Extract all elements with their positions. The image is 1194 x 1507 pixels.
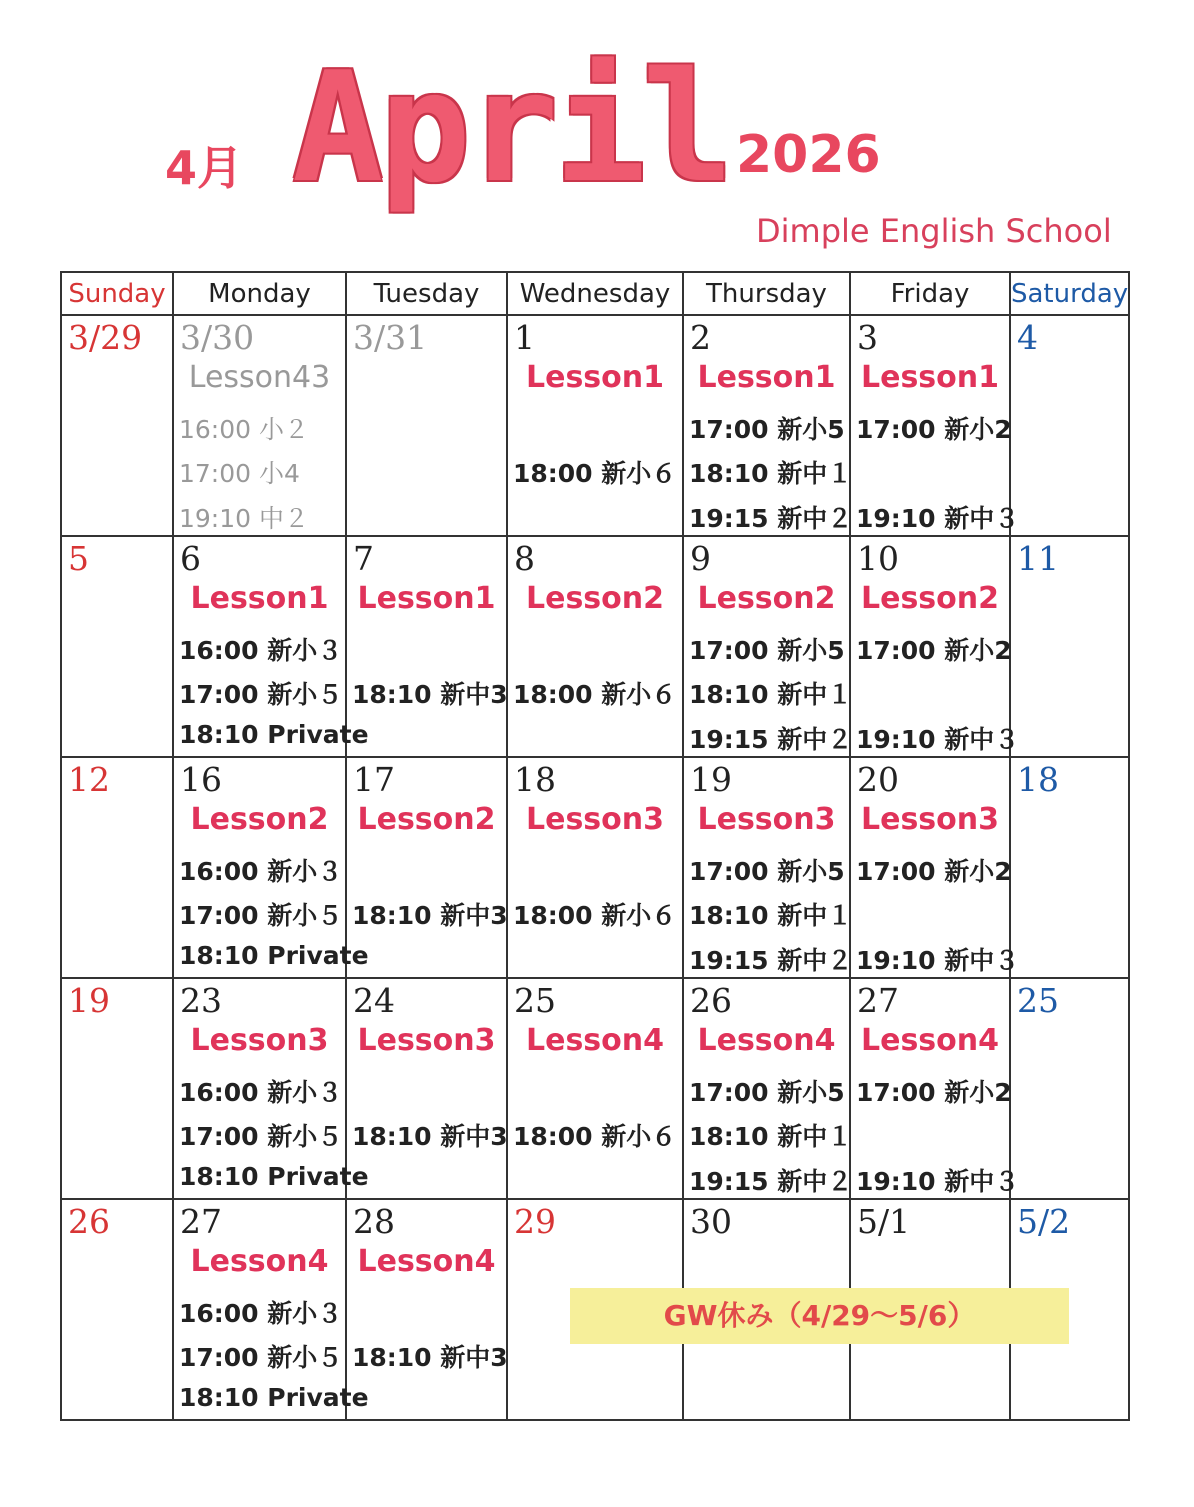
day-number: 9 [690,539,711,578]
day-cell [61,757,173,978]
class-time: 19:10 新中３ [856,504,1020,533]
day-number: 24 [353,981,395,1020]
week-row [61,978,1129,1199]
month-japanese: 4月 [165,141,244,195]
calendar-grid [60,271,1130,1421]
day-cell [683,978,853,1199]
lesson-label: Lesson1 [525,360,665,395]
day-number: 19 [68,981,110,1020]
class-time: 19:15 新中２ [689,504,853,533]
weekday-saturday: Saturday [1010,272,1129,315]
day-cell [507,315,683,536]
class-time: 17:00 新小5 [689,857,845,886]
class-time: 17:00 新小5 [689,636,845,665]
day-cell [173,757,369,978]
day-number: 11 [1017,539,1059,578]
day-number: 17 [353,760,395,799]
class-time: 19:10 新中３ [856,946,1020,975]
day-number: 1 [514,318,535,357]
day-cell [850,315,1020,536]
weekday-wednesday: Wednesday [507,272,683,315]
lesson-label: Lesson4 [357,1244,496,1279]
weekday-sunday: Sunday [61,272,173,315]
holiday-banner: GW休み（4/29～5/6） [570,1288,1069,1344]
day-number: 25 [1017,981,1059,1020]
class-time: 19:15 新中２ [689,725,853,754]
class-time: 19:10 中２ [179,504,309,533]
class-time: 19:15 新中２ [689,946,853,975]
lesson-label: Lesson2 [357,802,496,837]
lesson-label: Lesson2 [697,581,836,616]
day-cell [61,536,173,757]
day-cell [61,978,173,1199]
lesson-label: Lesson4 [190,1244,329,1279]
class-time: 16:00 小２ [179,415,309,444]
lesson-label: Lesson3 [190,1023,329,1058]
lesson-label: Lesson3 [525,802,665,837]
day-number: 28 [353,1202,395,1241]
week-row [61,536,1129,757]
day-number: 19 [690,760,732,799]
day-number: 3/29 [68,318,143,357]
day-number: 3/31 [353,318,428,357]
day-cell [1010,757,1129,978]
day-number: 4 [1017,318,1038,357]
weekday-tuesday: Tuesday [346,272,507,315]
lesson-label: Lesson1 [697,360,836,395]
class-time: 18:10 Private [179,1162,369,1191]
class-time: 18:10 新中3 [352,1122,508,1151]
class-time: 16:00 新小３ [179,857,343,886]
lesson-label: Lesson4 [697,1023,836,1058]
day-cell [850,978,1020,1199]
day-number: 27 [180,1202,222,1241]
day-cell [507,978,683,1199]
day-number: 8 [514,539,535,578]
day-number: 18 [1017,760,1059,799]
day-cell [346,757,507,978]
day-cell [683,757,853,978]
day-cell [850,757,1020,978]
day-number: 7 [353,539,374,578]
class-time: 18:10 新中3 [352,680,508,709]
day-number: 12 [68,760,110,799]
day-number: 27 [857,981,899,1020]
lesson-label: Lesson3 [357,1023,496,1058]
day-cell [850,536,1020,757]
class-time: 18:00 新小６ [513,1122,677,1151]
class-time: 18:10 新中１ [689,459,853,488]
day-number: 26 [68,1202,110,1241]
day-number: 29 [514,1202,556,1241]
class-time: 17:00 新小2 [856,415,1012,444]
day-number: 5/1 [857,1202,911,1241]
day-cell [173,315,346,536]
day-cell [346,978,507,1199]
day-cell [173,536,369,757]
day-cell [1010,978,1129,1199]
day-number: 6 [180,539,201,578]
lesson-label: Lesson3 [860,802,1000,837]
day-cell [173,978,369,1199]
day-cell [683,536,853,757]
day-number: 30 [690,1202,732,1241]
weekday-monday: Monday [173,272,346,315]
day-cell [683,315,853,536]
day-cell [507,536,683,757]
lesson-label: Lesson1 [357,581,496,616]
day-number: 18 [514,760,556,799]
year: 2026 [736,125,881,185]
class-time: 16:00 新小３ [179,1078,343,1107]
day-cell [61,1199,173,1420]
day-cell [61,315,173,536]
day-number: 26 [690,981,732,1020]
day-number: 10 [857,539,899,578]
day-cell [173,1199,369,1420]
day-cell [1010,536,1129,757]
lesson-label: Lesson2 [860,581,1000,616]
day-number: 16 [180,760,222,799]
class-time: 17:00 新小2 [856,857,1012,886]
class-time: 16:00 新小３ [179,1299,343,1328]
day-number: 5 [68,539,89,578]
day-number: 3/30 [180,318,255,357]
lesson-label: Lesson1 [190,581,329,616]
day-cell [346,1199,507,1420]
day-number: 20 [857,760,899,799]
class-time: 18:10 新中3 [352,1343,508,1372]
weekday-thursday: Thursday [683,272,850,315]
day-number: 23 [180,981,222,1020]
class-time: 18:00 新小６ [513,459,677,488]
class-time: 18:10 新中１ [689,680,853,709]
day-cell [346,315,507,536]
lesson-label: Lesson43 [188,360,331,395]
week-row [61,315,1129,536]
week-row [61,757,1129,978]
class-time: 16:00 新小３ [179,636,343,665]
day-cell [346,536,507,757]
class-time: 18:10 Private [179,941,369,970]
class-time: 19:15 新中２ [689,1167,853,1196]
class-time: 19:10 新中３ [856,1167,1020,1196]
class-time: 17:00 新小2 [856,636,1012,665]
day-cell [1010,315,1129,536]
class-time: 17:00 新小5 [689,1078,845,1107]
school-name: Dimple English School [756,212,1112,250]
class-time: 18:10 新中3 [352,901,508,930]
class-time: 19:10 新中３ [856,725,1020,754]
day-number: 3 [857,318,878,357]
lesson-label: Lesson4 [860,1023,1000,1058]
class-time: 18:00 新小６ [513,901,677,930]
day-number: 25 [514,981,556,1020]
lesson-label: Lesson1 [860,360,1000,395]
class-time: 18:10 Private [179,720,369,749]
lesson-label: Lesson3 [697,802,836,837]
class-time: 17:00 新小５ [179,680,343,709]
day-number: 5/2 [1017,1202,1071,1241]
lesson-label: Lesson2 [190,802,329,837]
day-cell [507,757,683,978]
month-title: April [292,39,730,216]
class-time: 17:00 小4 [179,459,300,488]
class-time: 18:10 新中１ [689,901,853,930]
class-time: 17:00 新小５ [179,1343,343,1372]
class-time: 17:00 新小5 [689,415,845,444]
class-time: 18:00 新小６ [513,680,677,709]
class-time: 17:00 新小５ [179,1122,343,1151]
class-time: 18:10 Private [179,1383,369,1412]
weekday-friday: Friday [850,272,1010,315]
day-number: 2 [690,318,711,357]
class-time: 18:10 新中１ [689,1122,853,1151]
lesson-label: Lesson4 [525,1023,665,1058]
lesson-label: Lesson2 [525,581,665,616]
class-time: 17:00 新小2 [856,1078,1012,1107]
weekday-header-row [61,272,1129,315]
class-time: 17:00 新小５ [179,901,343,930]
